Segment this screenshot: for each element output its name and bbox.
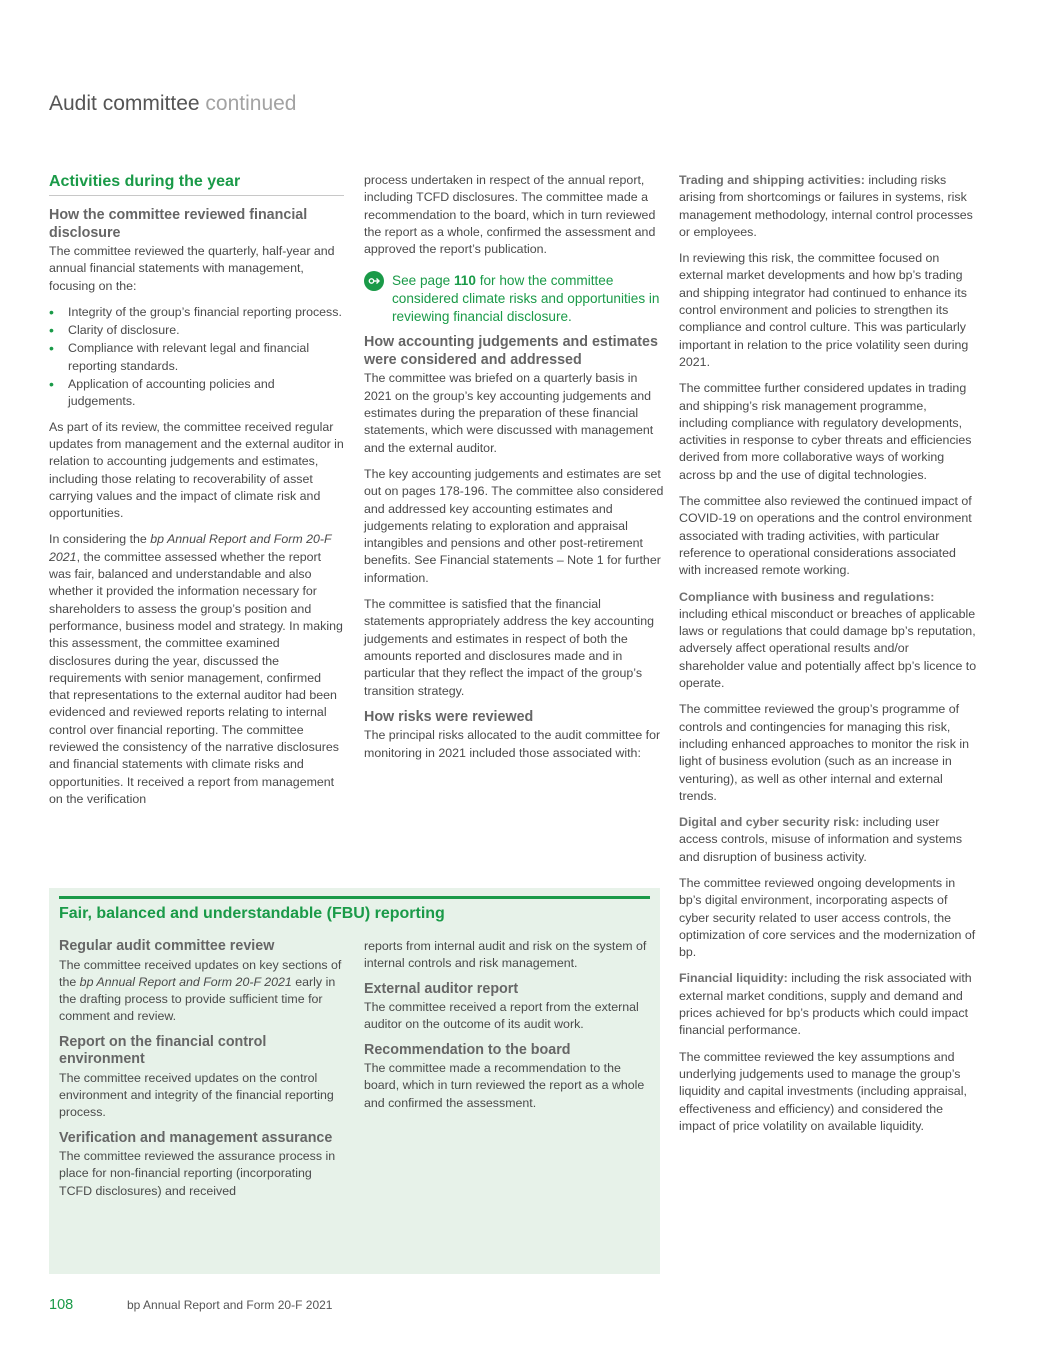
text-run: The committee received updates on key sections of the <box>59 957 342 989</box>
paragraph: The committee was briefed on a quarterly basis in 2021 on the group’s key accounting judgements and estimates during the preparation of these financial statements, which were discussed with management and the external auditor. <box>364 371 654 455</box>
heading-risks-reviewed: How risks were reviewed <box>364 708 534 725</box>
risk-label: Digital and cyber security risk: <box>679 815 860 830</box>
paragraph: The committee made a recommendation to the board, which in turn reviewed the report as a whole and confirmed the assessment. <box>364 1061 645 1110</box>
column-3 <box>679 172 977 1144</box>
paragraph <box>679 589 977 693</box>
fbu-column-1 <box>59 938 347 1208</box>
column-1 <box>49 172 344 817</box>
page-reference: 110 <box>453 273 476 289</box>
text-run: , the committee assessed whether the report was fair, balanced and understandable and also whether it provided the information necessary for shareholders to assess the group’s position and performance, business model and strategy. In making this assessment, the committee examined disclosures during the year, discussed the requirements with senior management, confirmed that representations to the external auditor had been evidenced and reviewed reports relating to internal control over financial reporting. The committee reviewed the consistency of the narrative disclosures and financial statements with climate risks and opportunities. It received a report from management on the verification <box>49 549 343 806</box>
heading-verification: Verification and management assurance <box>59 1129 333 1146</box>
text-run: In considering the <box>49 532 151 547</box>
text-run: including risks arising from shortcomings or failures in systems, risk management methodology, internal control processes or employees. <box>679 173 973 239</box>
report-title-italic: bp Annual Report and Form 20-F 2021 <box>79 974 292 989</box>
column-2 <box>364 172 664 771</box>
paragraph: process undertaken in respect of the annual report, including TCFD disclosures. The committee made a recommendation to the board, which in turn reviewed the report as a whole, confirmed the assessment and approved the report’s publication. <box>364 173 656 257</box>
text-run: See page <box>392 273 454 289</box>
fbu-reporting-panel <box>49 888 660 1274</box>
report-title-italic: bp Annual Report and Form 20-F 2021 <box>49 532 332 564</box>
text-run: including user access controls, misuse of information and systems and disruption of business activity. <box>679 815 963 864</box>
paragraph <box>679 172 977 241</box>
list-item: • Clarity of disclosure. <box>49 322 344 339</box>
heading-financial-control: Report on the financial control environment <box>59 1033 267 1068</box>
paragraph <box>679 814 977 866</box>
paragraph: The key accounting judgements and estimates are set out on pages 178-196. The committee also considered and addressed key accounting estimates and judgements relating to exploration and appraisal intangibles and pensions and other post-retirement benefits. See Financial statements – Note 1 for further information. <box>364 466 664 585</box>
paragraph: The committee reviewed ongoing developments in bp’s digital environment, incorporating aspects of cyber security related to user access controls, the optimization of core services and the modernization of bp. <box>679 875 976 960</box>
heading-external-auditor: External auditor report <box>364 980 519 997</box>
text-run: including ethical misconduct or breaches of applicable laws or regulations that could damage bp’s reputation, adversely affect operational results and/or shareholder value and potentially affect bp’s licence to operate. <box>679 606 977 691</box>
paragraph <box>59 957 347 1026</box>
report-name: bp Annual Report and Form 20-F 2021 <box>127 1298 333 1312</box>
heading-recommendation: Recommendation to the board <box>364 1041 571 1058</box>
panel-top-rule <box>59 896 650 899</box>
risk-label: Financial liquidity: <box>679 971 788 986</box>
paragraph: The committee reviewed the assurance process in place for non-financial reporting (incorporating TCFD disclosures) and received <box>59 1149 336 1198</box>
text-run: early in the drafting process to provide sufficient time for comment and review. <box>59 974 336 1024</box>
section-title-activities: Activities during the year <box>49 172 344 196</box>
heading-accounting-judgements: How accounting judgements and estimates were considered and addressed <box>364 334 658 368</box>
page-title <box>49 92 296 116</box>
paragraph: The committee also reviewed the continued impact of COVID-19 on operations and the control environment associated with trading activities, with particular reference to operational considerations associated with increased remote working. <box>679 494 972 578</box>
risk-label: Trading and shipping activities: <box>679 173 865 187</box>
paragraph: The committee reviewed the group’s programme of controls and contingencies for managing this risk, including enhanced approaches to monitor the risk in light of business evolution (such as an increase in venturing), as well as other internal and external trends. <box>679 702 969 803</box>
text-run: including the risk associated with external market conditions, supply and demand and prices achieved for bp’s products which could impact financial performance. <box>679 971 972 1038</box>
paragraph: The committee received a report from the external auditor on the outcome of its audit work. <box>364 1000 639 1032</box>
paragraph: As part of its review, the committee received regular updates from management and the external auditor in relation to accounting judgements and estimates, including those relating to recoverability of asset carrying values and the impact of climate risk and opportunities. <box>49 419 344 521</box>
paragraph: The committee received updates on the control environment and integrity of the financial reporting process. <box>59 1070 334 1120</box>
arrow-link-icon <box>364 271 384 291</box>
list-item: • Application of accounting policies and judgements. <box>49 376 344 411</box>
paragraph: The principal risks allocated to the audit committee for monitoring in 2021 included those associated with: <box>364 728 661 760</box>
fbu-panel-title: Fair, balanced and understandable (FBU) reporting <box>59 905 445 922</box>
list-item: • Compliance with relevant legal and financial reporting standards. <box>49 340 344 375</box>
focus-list <box>49 304 344 411</box>
text-run: for how the committee considered climate risks and opportunities in reviewing financial disclosure. <box>392 273 660 325</box>
paragraph: In reviewing this risk, the committee focused on external market developments and how bp’s trading and shipping integrator had continued to enhance its control environment and policies to strengthen its compliance and control culture. This was particularly important in relation to the price volatility seen during 2021. <box>679 251 969 369</box>
page-title-main: Audit committee <box>49 92 200 115</box>
paragraph: The committee further considered updates in trading and shipping’s risk management programme, including compliance with regulatory developments, activities in response to cyber threats and efficiencies derived from more collaborative ways of working across bp and the use of digital technologies. <box>679 381 972 482</box>
risk-label: Compliance with business and regulations: <box>679 589 935 604</box>
paragraph <box>679 970 977 1039</box>
paragraph: The committee is satisfied that the financial statements appropriately address the key accounting judgements and estimates in respect of both the amounts reported and disclosures made and in particular that they reflect the impact of the group’s transition strategy. <box>364 597 654 698</box>
paragraph: The committee reviewed the key assumptions and underlying judgements used to manage the group’s liquidity and capital investments (including appraisal, effectiveness and efficiency) and considered the impact of price volatility on available liquidity. <box>679 1049 967 1133</box>
heading-financial-disclosure: How the committee reviewed financial disclosure <box>49 207 308 241</box>
paragraph: The committee reviewed the quarterly, half-year and annual financial statements with management, focusing on the: <box>49 244 335 293</box>
list-item: • Integrity of the group’s financial reporting process. <box>49 304 344 321</box>
heading-regular-review: Regular audit committee review <box>59 938 275 954</box>
paragraph <box>49 531 344 808</box>
paragraph: reports from internal audit and risk on the system of internal controls and risk management. <box>364 939 647 971</box>
page-number: 108 <box>49 1297 74 1313</box>
see-page-text[interactable] <box>392 272 664 326</box>
fbu-column-2 <box>364 938 650 1120</box>
page-title-suffix: continued <box>205 92 297 115</box>
see-page-link[interactable] <box>364 272 664 326</box>
